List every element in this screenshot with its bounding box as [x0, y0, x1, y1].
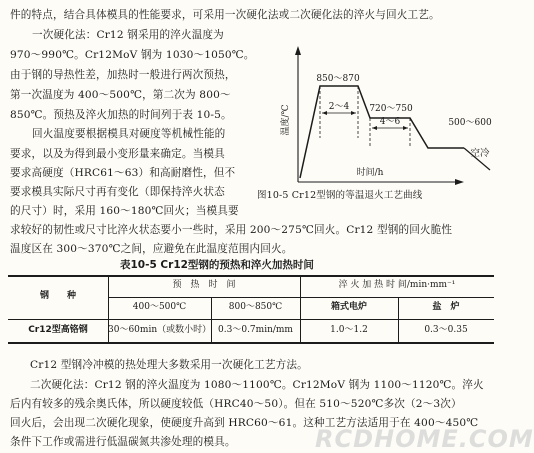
table-title: 表10-5 Cr12型钢的预热和淬火加热时间 — [120, 259, 314, 271]
text-line: 要求模具实际尺寸再有变化（即保持淬火状态 — [10, 186, 225, 198]
annealing-curve-svg — [258, 40, 502, 190]
header-quench: 淬 火 加 热 时 间/min·mm⁻¹ — [338, 280, 456, 290]
interval-2-label: 4～6 — [379, 117, 401, 127]
text-line: 回火温度要根据模具对硬度等机械性能的 — [32, 128, 226, 140]
text-line: 温度区在 300～370℃之间，应避免在此温度范围内回火。 — [10, 243, 293, 255]
table-rule — [8, 275, 494, 277]
plateau-2-label: 720～750 — [369, 104, 413, 114]
x-axis-arrow — [455, 179, 464, 185]
interval-arrowhead — [372, 126, 377, 130]
text-line: 要求高硬度（HRC61～63）和高耐磨性，但不 — [10, 167, 236, 179]
table-rule — [108, 297, 494, 298]
interval-1-label: 2～4 — [328, 102, 350, 112]
preheat-table — [8, 275, 494, 344]
text-line: 条件下工作或需进行低温碳氮共渗处理的模具。 — [10, 436, 236, 448]
text-line: 第一次温度为 400～500℃，第二次为 800～ — [10, 89, 231, 101]
interval-arrowhead — [403, 126, 408, 130]
interval-arrowhead — [351, 111, 356, 115]
table-cell-preheat-2: 0.3～0.7min/mm — [218, 325, 293, 335]
header-steel: 钢 种 — [39, 291, 76, 301]
annealing-curve-figure — [258, 40, 502, 250]
table-cell-steel: Cr12型高铬钢 — [28, 325, 88, 335]
subheader-preheat-1: 400～500℃ — [132, 302, 187, 312]
text-line: Cr12 型钢冷冲模的热处理大多数采用一次硬化工艺方法。 — [30, 359, 308, 371]
subheader-quench-1: 箱式电炉 — [330, 302, 367, 312]
subheader-quench-2: 盐 炉 — [432, 302, 460, 312]
plateau-1-label: 850～870 — [316, 74, 360, 84]
table-cell-preheat-1: 30～60min（或数小时） — [108, 325, 212, 335]
plateau-3-label: 500～600 — [448, 118, 492, 128]
text-line: 件的特点，结合具体模具的性能要求，可采用一次硬化法或二次硬化法的淬火与回火工艺。 — [10, 9, 440, 21]
text-line: 850℃。预热及淬火加热的时间列于表 10-5。 — [10, 109, 232, 121]
text-line: 970～990℃。Cr12MoV 钢为 1030～1050℃。 — [10, 49, 255, 61]
text-line: 求较好的韧性或尺寸比淬火状态要小一些时，采用 200～275℃回火。Cr12 型钢的回火脆性 — [10, 224, 453, 236]
subheader-preheat-2: 800～850℃ — [228, 302, 283, 312]
text-line: 二次硬化法：Cr12 钢的淬火温度为 1080～1100℃。Cr12MoV 钢为 1100～1120℃。淬火 — [30, 379, 484, 391]
watermark: RCDHOME.COM — [315, 425, 534, 453]
y-axis-label: 温度/℃ — [281, 104, 291, 136]
process-curve — [300, 86, 464, 178]
x-axis-label: 时间/h — [356, 168, 384, 178]
table-cell-quench-2: 0.3～0.35 — [424, 325, 468, 335]
text-line: 回火后，会出现二次硬化现象，使硬度升高到 HRC60～61。这种工艺方法适用于在 400～450℃ — [10, 417, 479, 429]
table-rule — [8, 319, 494, 320]
table-rule — [8, 342, 494, 344]
header-preheat: 预 热 时 间 — [172, 280, 236, 290]
figure-caption: 图10-5 Cr12型钢的等温退火工艺曲线 — [257, 190, 423, 201]
text-line: 的尺寸）时，采用 160～180℃回火；当模具要 — [10, 205, 239, 217]
air-cool-label: 空冷 — [470, 148, 490, 159]
text-line: 一次硬化法：Cr12 钢采用的淬火温度为 — [32, 29, 224, 41]
text-line: 后内有较多的残余奥氏体，所以硬度较低（HRC40～50）。但在 510～520℃多次（2～3次） — [10, 398, 462, 410]
text-line: 要求，以及为得到最小变形量来确定。当模具 — [10, 148, 225, 160]
interval-arrowhead — [322, 111, 327, 115]
y-axis-arrow — [295, 46, 301, 55]
text-line: 由于钢的导热性差，加热时一般进行两次预热， — [10, 69, 236, 81]
table-cell-quench-1: 1.0～1.2 — [330, 325, 368, 335]
